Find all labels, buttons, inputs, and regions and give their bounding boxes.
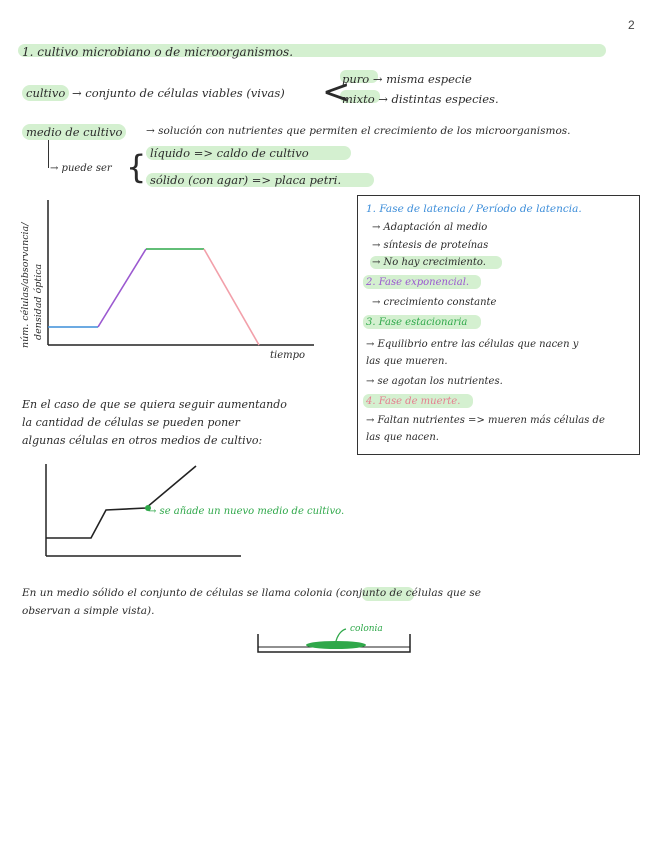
term-cultivo: cultivo <box>22 85 69 101</box>
fase1-title: 1. Fase de latencia / Período de latencia. <box>366 203 582 215</box>
bracket-symbol: < <box>322 72 351 112</box>
cultivo-mixto: mixto → distintas especies. <box>342 92 499 106</box>
new-medium-annotation: → se añade un nuevo medio de cultivo. <box>148 506 345 517</box>
second-curve <box>46 466 196 538</box>
fase3-item-0: → Equilibrio entre las células que nacen y <box>366 339 579 350</box>
liquido: líquido => caldo de cultivo <box>150 146 309 160</box>
fase4-item-1: las que nacen. <box>366 432 439 443</box>
page-number: 2 <box>628 18 635 32</box>
cultivo-definition: → conjunto de células viables (vivas) <box>72 86 285 100</box>
case-text-line-0: En el caso de que se quiera seguir aumentando <box>22 398 287 411</box>
fase1-item-1: → síntesis de proteínas <box>372 240 489 251</box>
cultivo-puro: puro → misma especie <box>342 72 472 86</box>
exp-phase-line <box>98 249 146 327</box>
colony-pointer <box>336 629 346 641</box>
section-title: 1. cultivo microbiano o de microorganismos. <box>22 45 294 59</box>
fase3-title: 3. Fase estacionaria <box>366 317 468 328</box>
case-text-line-1: la cantidad de células se pueden poner <box>22 416 240 429</box>
term-medio-cultivo: medio de cultivo <box>22 124 126 140</box>
solido: sólido (con agar) => placa petri. <box>150 173 342 187</box>
fase4-item-0: → Faltan nutrientes => mueren más células de <box>366 415 605 426</box>
colony-blob <box>306 641 366 649</box>
medio-definition: → solución con nutrientes que permiten el crecimiento de los microorganismos. <box>146 125 571 137</box>
fase2-item-0: → crecimiento constante <box>372 297 497 308</box>
colonia-text-line-1: observan a simple vista). <box>22 605 155 617</box>
petri-dish <box>254 620 416 660</box>
fase4-title: 4. Fase de muerte. <box>366 396 461 407</box>
case-text-line-2: algunas células en otros medios de cultivo: <box>22 434 263 447</box>
y-axis-label-1: núm. células/absorvancia/ <box>20 222 31 348</box>
fase1-item-2: → No hay crecimiento. <box>372 257 486 268</box>
fase3-item-2: → se agotan los nutrientes. <box>366 376 503 387</box>
bracket-open: { <box>126 148 147 186</box>
death-phase-line <box>204 249 259 345</box>
puede-ser: → puede ser <box>50 163 112 174</box>
y-axis-label-2: densidad óptica <box>33 263 44 340</box>
fase3-item-1: las que mueren. <box>366 356 448 367</box>
colonia-label: colonia <box>350 624 383 634</box>
growth-curve-chart <box>14 190 344 370</box>
colonia-text-line-0: En un medio sólido el conjunto de células se llama colonia (conjunto de células que se <box>22 587 481 599</box>
x-axis-label: tiempo <box>270 350 306 361</box>
fase1-item-0: → Adaptación al medio <box>372 222 488 233</box>
fase2-title: 2. Fase exponencial. <box>366 277 470 288</box>
